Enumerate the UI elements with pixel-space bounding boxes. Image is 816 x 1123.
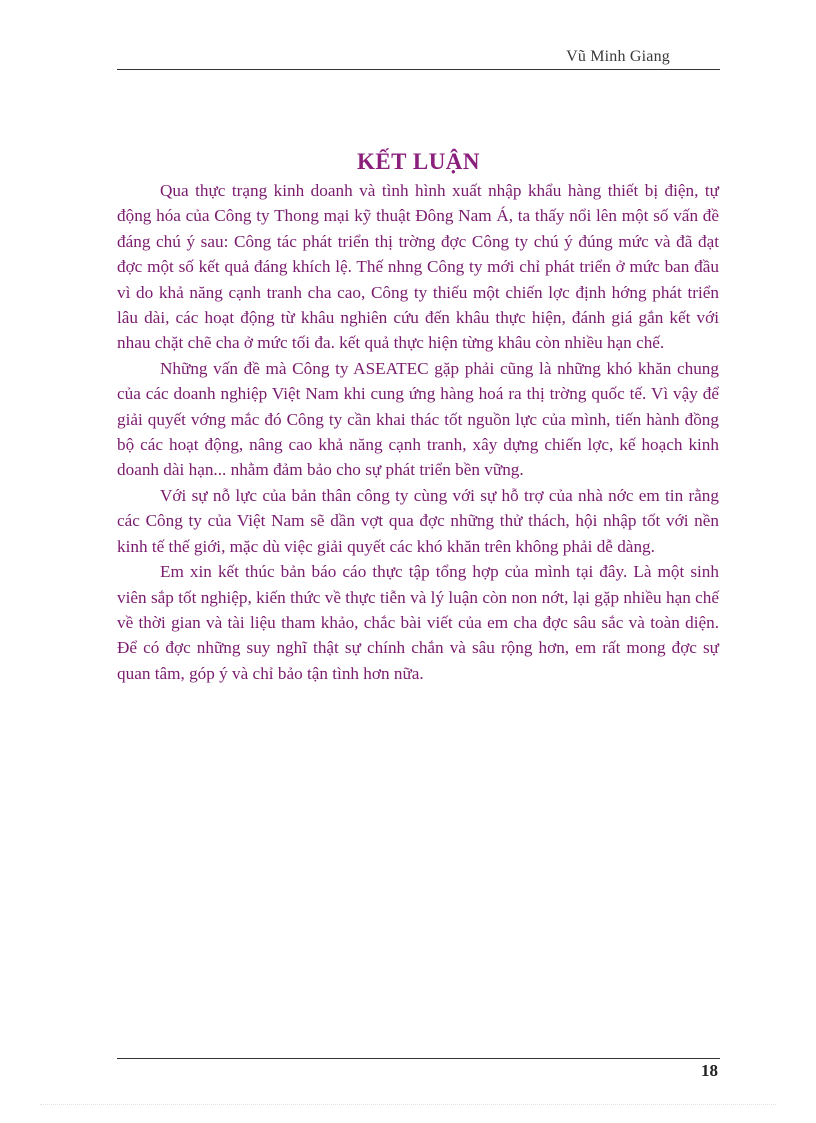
header-rule: [117, 69, 720, 70]
document-body: [117, 178, 719, 686]
footer-dotted-border: [40, 1104, 776, 1105]
paragraph-3: Với sự nỗ lực của bản thân công ty cùng với sự hỗ trợ của nhà nớc em tin rằng các Công ty của Việt Nam sẽ dần vợt qua đợc những thử thách, hội nhập tốt với nền kinh tế thế giới, mặc dù việc giải quyết các khó khăn trên không phải dễ dàng.: [117, 485, 719, 556]
header-author: Vũ Minh Giang: [566, 48, 670, 65]
paragraph-4: Em xin kết thúc bản báo cáo thực tập tổng hợp của mình tại đây. Là một sinh viên sắp tốt nghiệp, kiến thức về thực tiễn và lý luận còn non nớt, lại gặp nhiều hạn chế về thời gian và tài liệu tham khảo, chắc bài viết của em cha đợc sâu sắc và toàn diện. Để có đợc những suy nghĩ thật sự chính chắn và sâu rộng hơn, em rất mong đợc sự quan tâm, góp ý và chỉ bảo tận tình hơn nữa.: [117, 562, 719, 683]
page-number: 18: [701, 1061, 718, 1080]
footer-rule: [117, 1058, 720, 1059]
page-title: KẾT LUẬN: [356, 149, 481, 174]
paragraph-1: Qua thực trạng kinh doanh và tình hình xuất nhập khẩu hàng thiết bị điện, tự động hóa của Công ty Thong mại kỹ thuật Đông Nam Á, ta thấy nổi lên một số vấn đề đáng chú ý sau: Công tác phát triển thị trờng đợc Công ty chú ý đúng mức và đã đạt đợc một số kết quả đáng khích lệ. Thế nhng Công ty mới chỉ phát triển ở mức ban đầu vì do khả năng cạnh tranh cha cao, Công ty thiếu một chiến lợc định hớng phát triển lâu dài, các hoạt động từ khâu nghiên cứu đến khâu thực hiện, đánh giá gắn kết với nhau chặt chẽ cha ở mức tối đa. kết quả thực hiện từng khâu còn nhiều hạn chế.: [117, 181, 719, 353]
paragraph-2: Những vấn đề mà Công ty ASEATEC gặp phải cũng là những khó khăn chung của các doanh nghiệp Việt Nam khi cung ứng hàng hoá ra thị trờng quốc tế. Vì vậy để giải quyết vớng mắc đó Công ty cần khai thác tốt nguồn lực của mình, tiến hành đồng bộ các hoạt động, nâng cao khả năng cạnh tranh, xây dựng chiến lợc, kế hoạch kinh doanh dài hạn... nhằm đảm bảo cho sự phát triển bền vững.: [117, 358, 719, 480]
